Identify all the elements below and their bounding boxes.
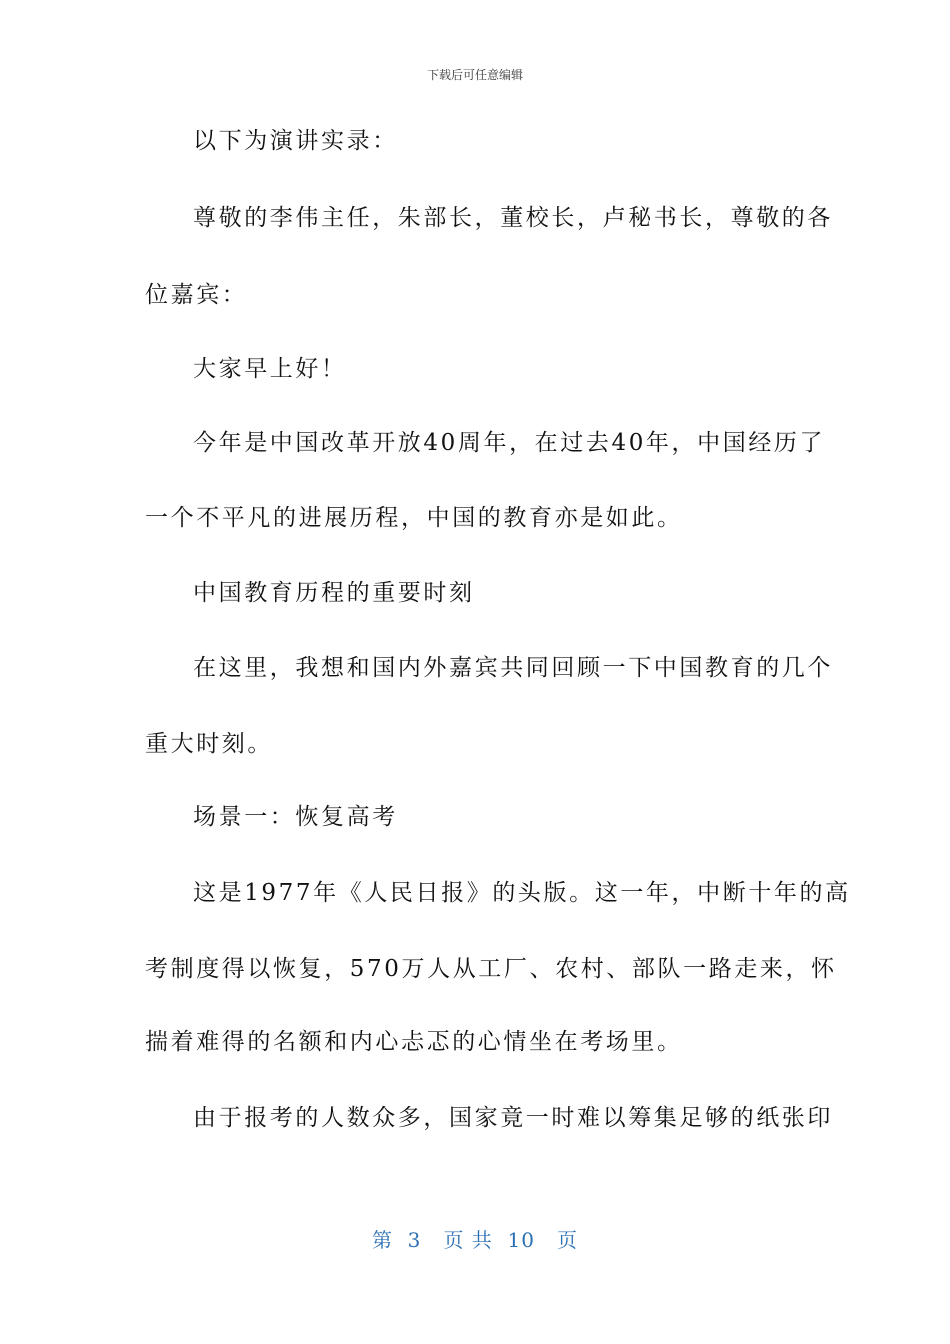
paragraph-line: 一个不平凡的进展历程，中国的教育亦是如此。: [145, 505, 683, 531]
page-number-footer: 第 3 页 共 10 页: [371, 1228, 579, 1252]
paragraph-line: 在这里，我想和国内外嘉宾共同回顾一下中国教育的几个: [193, 655, 833, 681]
paragraph-line: 今年是中国改革开放40周年，在过去40年，中国经历了: [193, 430, 826, 456]
paragraph-line: 位嘉宾：: [145, 282, 248, 308]
paragraph-line: 这是1977年《人民日报》的头版。这一年，中断十年的高: [193, 880, 851, 906]
paragraph-line: 重大时刻。: [145, 731, 273, 757]
paragraph-line: 考制度得以恢复，570万人从工厂、农村、部队一路走来，怀: [145, 956, 837, 982]
section-heading: 场景一：恢复高考: [193, 804, 398, 830]
paragraph-line: 由于报考的人数众多，国家竟一时难以筹集足够的纸张印: [193, 1105, 833, 1131]
paragraph-line: 以下为演讲实录：: [193, 128, 398, 154]
page-header: 下载后可任意编辑: [426, 68, 523, 82]
paragraph-line: 大家早上好！: [193, 356, 347, 382]
paragraph-line: 揣着难得的名额和内心忐忑的心情坐在考场里。: [145, 1029, 683, 1055]
paragraph-line: 尊敬的李伟主任，朱部长，董校长，卢秘书长，尊敬的各: [193, 205, 833, 231]
section-heading: 中国教育历程的重要时刻: [193, 580, 475, 606]
